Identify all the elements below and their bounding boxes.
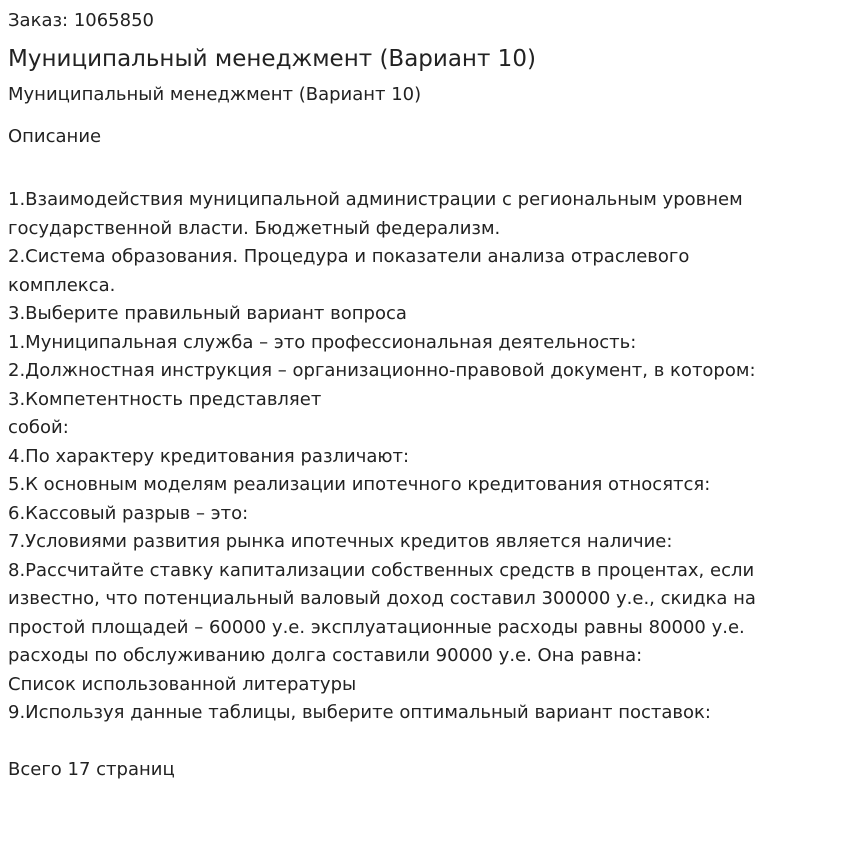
description-line: собой: [8, 417, 69, 438]
description-line: 3.Выберите правильный вариант вопроса [8, 303, 407, 324]
description-line: 1.Муниципальная служба – это профессиональная деятельность: [8, 331, 637, 353]
description-line: 8.Рассчитайте ставку капитализации собственных средств в процентах, если [8, 559, 755, 581]
total-pages: Всего 17 страниц [8, 759, 175, 780]
description-line: 5.К основным моделям реализации ипотечного кредитования относятся: [8, 474, 711, 495]
description-line: комплекса. [8, 274, 116, 296]
description-line: 2.Должностная инструкция – организационно-правовой документ, в котором: [8, 360, 756, 381]
description-line: известно, что потенциальный валовый доход составил 300000 у.е., скидка на [8, 588, 756, 609]
description-line: государственной власти. Бюджетный федерализм. [8, 217, 501, 239]
description-line: 9.Используя данные таблицы, выберите оптимальный вариант поставок: [8, 702, 711, 723]
description-body [8, 186, 839, 728]
description-line: 3.Компетентность представляет [8, 388, 322, 410]
description-line: 6.Кассовый разрыв – это: [8, 502, 249, 524]
description-line: Список использованной литературы [8, 673, 357, 695]
description-line: расходы по обслуживанию долга составили 90000 у.е. Она равна: [8, 645, 643, 666]
description-line: простой площадей – 60000 у.е. эксплуатационные расходы равны 80000 у.е. [8, 616, 745, 638]
description-line: 2.Система образования. Процедура и показатели анализа отраслевого [8, 246, 690, 267]
description-line: 7.Условиями развития рынка ипотечных кредитов является наличие: [8, 531, 673, 552]
description-line: 1.Взаимодействия муниципальной администрации с региональным уровнем [8, 189, 743, 210]
page-title: Муниципальный менеджмент (Вариант 10) [8, 46, 536, 72]
description-heading: Описание [8, 126, 102, 147]
page-subtitle: Муниципальный менеджмент (Вариант 10) [8, 84, 422, 105]
description-line: 4.По характеру кредитования различают: [8, 445, 410, 467]
order-number: Заказ: 1065850 [8, 10, 154, 31]
